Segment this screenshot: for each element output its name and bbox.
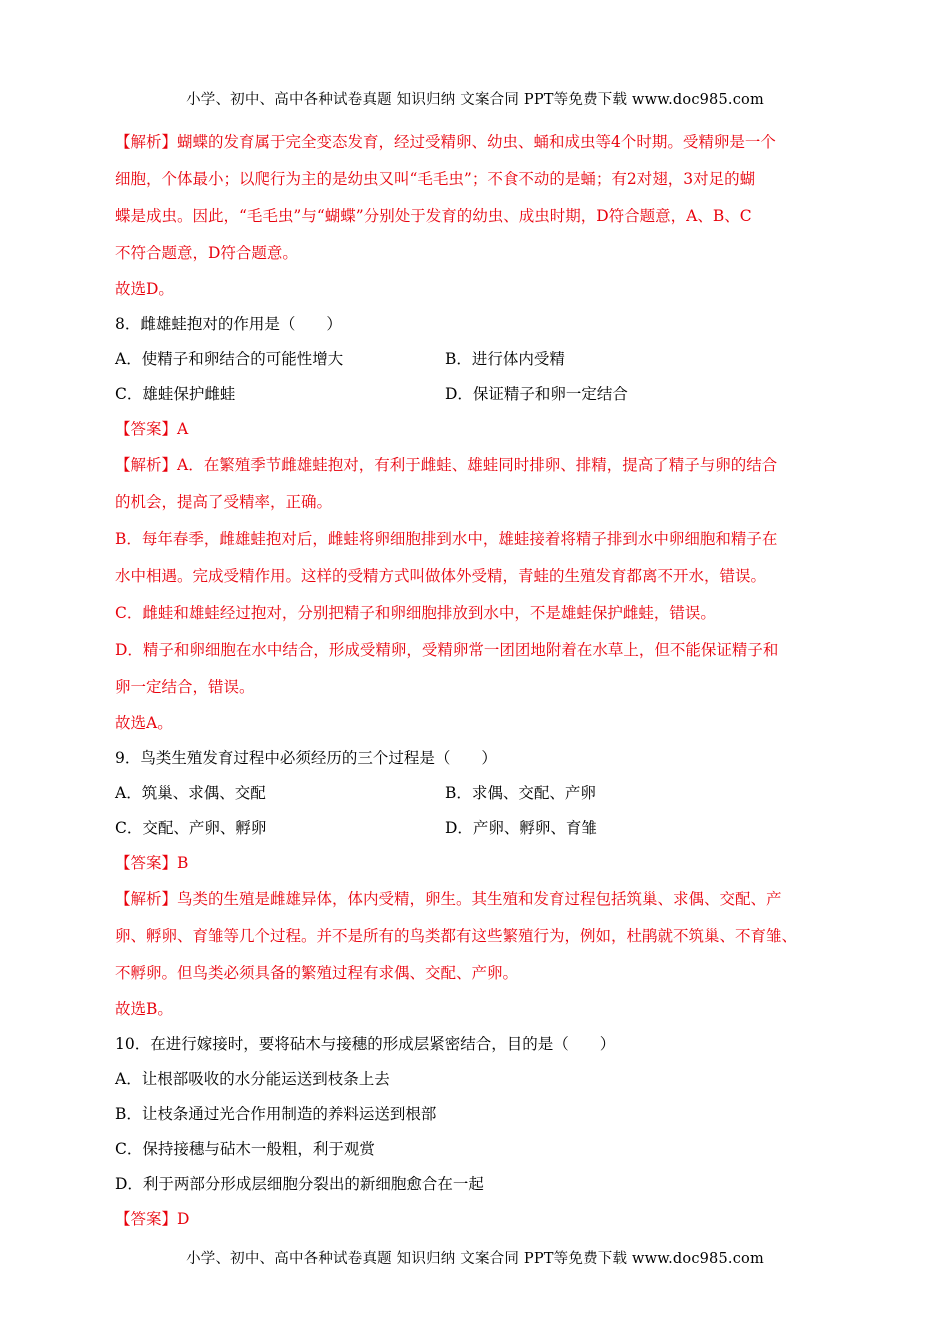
q10-answer: 【答案】D <box>115 1210 190 1228</box>
q9-analysis-line: 【解析】鸟类的生殖是雌雄异体，体内受精，卵生。其生殖和发育过程包括筑巢、求偶、交配、产 <box>115 890 782 908</box>
q8-option-a: A．使精子和卵结合的可能性增大 <box>115 350 344 368</box>
q7-analysis-line: 不符合题意，D符合题意。 <box>115 244 298 262</box>
q10-option-c: C．保持接穗与砧木一般粗，利于观赏 <box>115 1140 375 1158</box>
q7-analysis-line: 【解析】蝴蝶的发育属于完全变态发育，经过受精卵、幼虫、蛹和成虫等4个时期。受精卵是一个 <box>115 133 776 151</box>
page-footer: 小学、初中、高中各种试卷真题 知识归纳 文案合同 PPT等免费下载 www.doc985.com <box>186 1251 764 1267</box>
q9-answer: 【答案】B <box>115 854 189 872</box>
q9-options-row-2 <box>115 811 845 846</box>
q8-option-d: D．保证精子和卵一定结合 <box>445 385 628 403</box>
document-body <box>115 124 845 1237</box>
q7-analysis-line: 细胞，个体最小；以爬行为主的是幼虫又叫“毛毛虫”；不食不动的是蛹；有2对翅，3对足的蝴 <box>115 170 756 188</box>
q9-analysis-line: 不孵卵。但鸟类必须具备的繁殖过程有求偶、交配、产卵。 <box>115 964 519 982</box>
q9-option-a: A．筑巢、求偶、交配 <box>115 784 266 802</box>
q9-option-d: D．产卵、孵卵、育雏 <box>445 819 597 837</box>
q10-option-a: A．让根部吸收的水分能运送到枝条上去 <box>115 1070 390 1088</box>
q9-stem: 9．鸟类生殖发育过程中必须经历的三个过程是（ ） <box>115 749 497 767</box>
q10-option-d: D．利于两部分形成层细胞分裂出的新细胞愈合在一起 <box>115 1175 484 1193</box>
q8-analysis-line: D．精子和卵细胞在水中结合，形成受精卵，受精卵常一团团地附着在水草上，但不能保证精子和 <box>115 641 779 659</box>
q10-stem: 10．在进行嫁接时，要将砧木与接穗的形成层紧密结合，目的是（ ） <box>115 1035 616 1053</box>
q8-analysis-line: 卵一定结合，错误。 <box>115 678 255 696</box>
q8-conclusion: 故选A。 <box>115 714 173 732</box>
q9-option-b: B．求偶、交配、产卵 <box>445 784 596 802</box>
q8-analysis-line: 【解析】A．在繁殖季节雌雄蛙抱对，有利于雌蛙、雄蛙同时排卵、排精，提高了精子与卵的结合 <box>115 456 778 474</box>
q8-analysis-line: 水中相遇。完成受精作用。这样的受精方式叫做体外受精，青蛙的生殖发育都离不开水，错误。 <box>115 567 767 585</box>
q8-answer: 【答案】A <box>115 420 189 438</box>
q9-conclusion: 故选B。 <box>115 1000 173 1018</box>
q10-option-b: B．让枝条通过光合作用制造的养料运送到根部 <box>115 1105 437 1123</box>
q8-analysis-line: B．每年春季，雌雄蛙抱对后，雌蛙将卵细胞排到水中，雄蛙接着将精子排到水中卵细胞和精子在 <box>115 530 778 548</box>
q8-options-row-1 <box>115 342 845 377</box>
q7-analysis-line: 蝶是成虫。因此，“毛毛虫”与“蝴蝶”分别处于发育的幼虫、成虫时期，D符合题意，A、B、C <box>115 207 752 225</box>
q9-analysis-line: 卵、孵卵、育雏等几个过程。并不是所有的鸟类都有这些繁殖行为，例如，杜鹃就不筑巢、不育雏、 <box>115 927 798 945</box>
q8-analysis-line: C．雌蛙和雄蛙经过抱对，分别把精子和卵细胞排放到水中，不是雄蛙保护雌蛙，错误。 <box>115 604 716 622</box>
q8-option-b: B．进行体内受精 <box>445 350 565 368</box>
q9-options-row-1 <box>115 776 845 811</box>
q9-option-c: C．交配、产卵、孵卵 <box>115 819 267 837</box>
q8-option-c: C．雄蛙保护雌蛙 <box>115 385 236 403</box>
page-header: 小学、初中、高中各种试卷真题 知识归纳 文案合同 PPT等免费下载 www.doc985.com <box>186 92 764 108</box>
q7-conclusion: 故选D。 <box>115 280 174 298</box>
q8-stem: 8．雌雄蛙抱对的作用是（ ） <box>115 315 342 333</box>
q8-analysis-line: 的机会，提高了受精率，正确。 <box>115 493 333 511</box>
q8-options-row-2 <box>115 377 845 412</box>
